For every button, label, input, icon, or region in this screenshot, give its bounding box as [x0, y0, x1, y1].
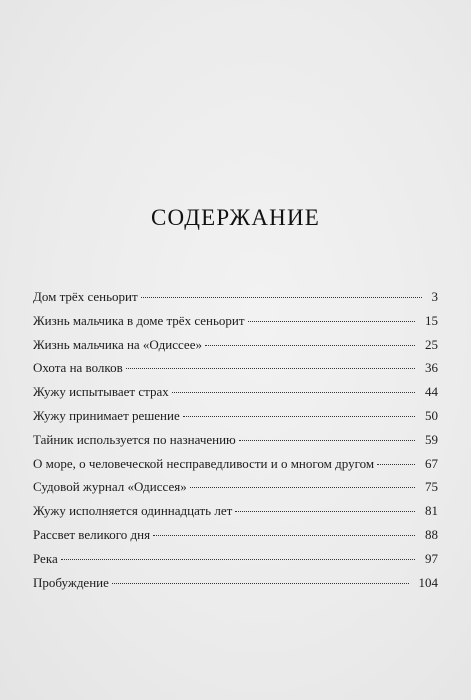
toc-entry-title: Пробуждение — [33, 574, 109, 590]
toc-entry-page: 36 — [425, 360, 438, 376]
toc-entry-page: 15 — [425, 312, 438, 328]
toc-entry-page: 59 — [425, 431, 438, 447]
dot-leader — [61, 559, 415, 560]
toc-entry — [33, 503, 438, 527]
toc-entry-page: 81 — [425, 503, 438, 519]
toc-entry-title: Жужу исполняется одиннадцать лет — [33, 503, 233, 519]
toc-entry-page: 44 — [425, 384, 438, 400]
toc-entry — [33, 360, 438, 384]
toc-entry — [33, 337, 438, 361]
toc-entry-page: 50 — [425, 407, 438, 423]
toc-entry — [33, 313, 438, 337]
dot-leader — [183, 416, 415, 417]
dot-leader — [172, 392, 415, 393]
toc-entry-page: 97 — [425, 550, 438, 566]
toc-entry — [33, 456, 438, 480]
toc-entry-page: 75 — [425, 479, 438, 495]
dot-leader — [112, 583, 409, 584]
dot-leader — [153, 535, 415, 536]
toc-entry-title: О море, о человеческой несправедливости и о многом другом — [33, 455, 375, 471]
toc-entry — [33, 575, 438, 599]
toc-entry-title: Охота на волков — [33, 360, 123, 376]
toc-entry-title: Жизнь мальчика в доме трёх сеньорит — [33, 312, 245, 328]
dot-leader — [377, 464, 415, 465]
dot-leader — [126, 368, 415, 369]
toc-entry-page: 3 — [431, 289, 438, 304]
dot-leader — [205, 345, 415, 346]
toc-entry-page: 104 — [418, 574, 438, 590]
toc-entry-title: Дом трёх сеньорит — [33, 289, 138, 304]
toc-entry-title: Река — [33, 550, 58, 566]
toc-entry-page: 25 — [425, 336, 438, 352]
toc-entry-page: 67 — [425, 455, 438, 471]
toc-entry — [33, 551, 438, 575]
toc-entry — [33, 384, 438, 408]
toc-entry-page: 88 — [425, 526, 438, 542]
dot-leader — [239, 440, 415, 441]
dot-leader — [248, 321, 415, 322]
toc-entry — [33, 479, 438, 503]
dot-leader — [190, 487, 415, 488]
toc-entry — [33, 408, 438, 432]
table-of-contents — [33, 289, 438, 598]
toc-entry-title: Жизнь мальчика на «Одиссее» — [33, 336, 202, 352]
toc-entry — [33, 289, 438, 313]
toc-entry-title: Жужу испытывает страх — [33, 384, 169, 400]
toc-entry-title: Рассвет великого дня — [33, 526, 151, 542]
toc-entry — [33, 432, 438, 456]
toc-entry-title: Жужу принимает решение — [33, 407, 180, 423]
toc-heading: СОДЕРЖАНИЕ — [150, 205, 320, 230]
toc-entry-title: Судовой журнал «Одиссея» — [33, 479, 187, 495]
toc-entry — [33, 527, 438, 551]
dot-leader — [235, 511, 415, 512]
toc-entry-title: Тайник используется по назначению — [33, 431, 236, 447]
dot-leader — [141, 297, 422, 298]
